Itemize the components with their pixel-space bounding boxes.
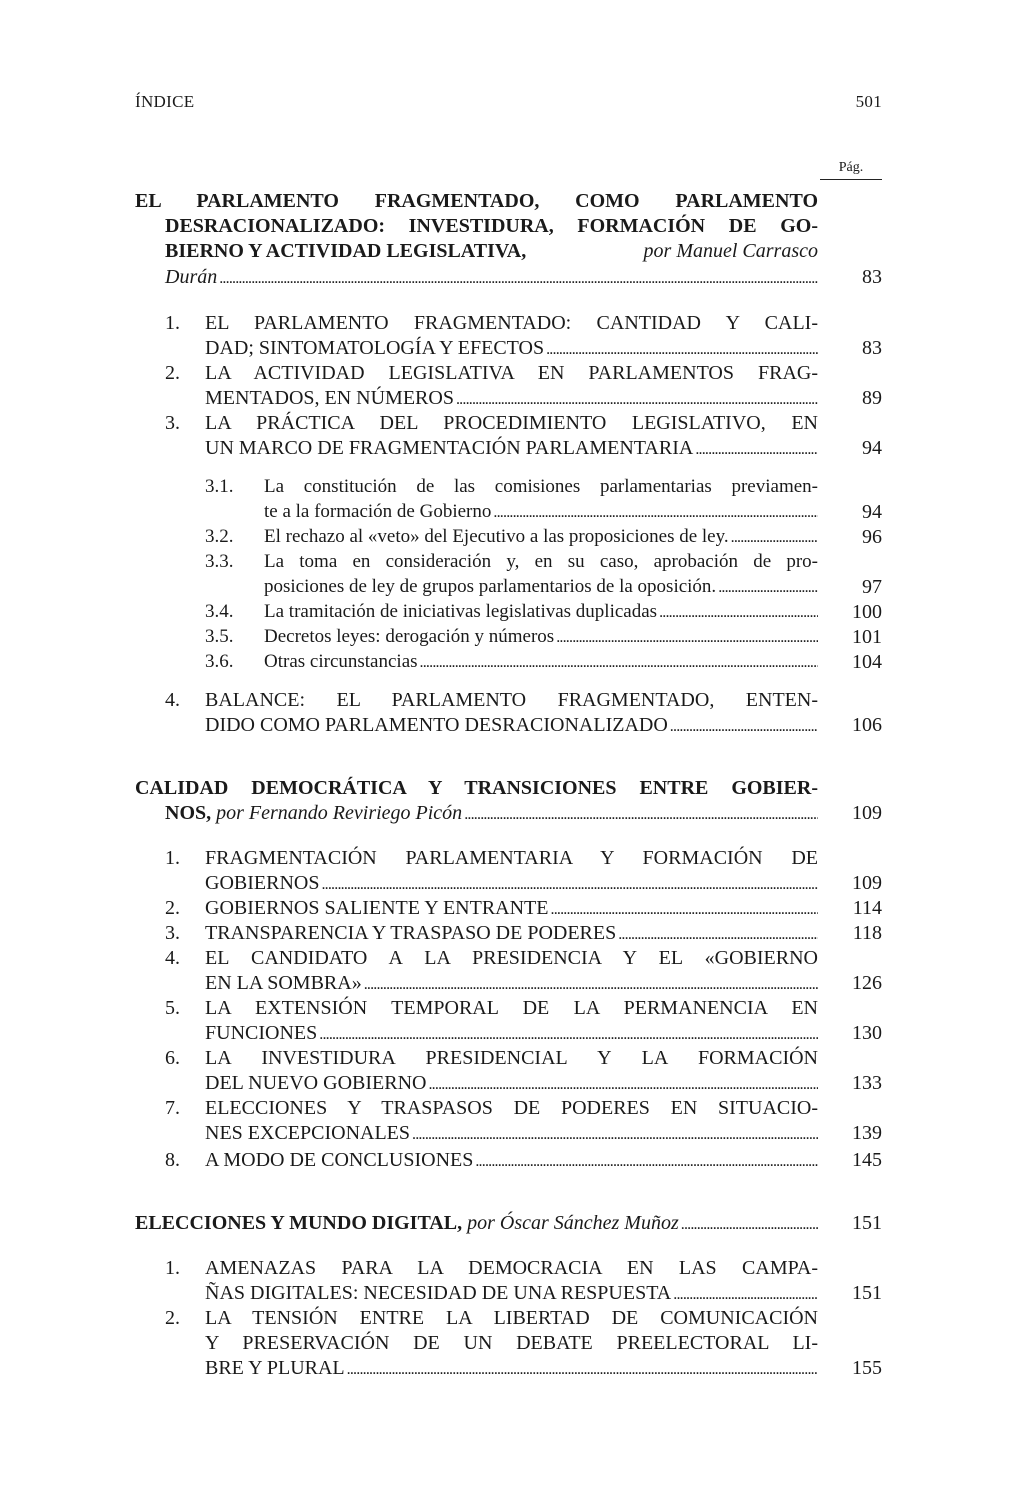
entry-text: EL CANDIDATO A LA PRESIDENCIA Y EL «GOBIERNO [205,947,818,969]
entry-page: 96 [862,526,882,548]
entry-page: 114 [852,897,882,919]
entry-text: te a la formación de Gobierno [264,501,492,522]
entry-line [205,1095,818,1121]
entry-line [205,385,818,411]
dot-leader [544,335,818,361]
entry-page: 94 [862,437,882,459]
entry-number: 4. [165,947,180,969]
entry-text: A MODO DE CONCLUSIONES [205,1149,474,1171]
entry-number: 8. [165,1149,180,1171]
entry-page: 97 [862,576,882,598]
section-1-author: por Manuel Carrasco [643,240,818,262]
dot-leader [491,499,818,525]
page-number: 501 [855,92,882,111]
entry-text: LA INVESTIDURA PRESIDENCIAL Y LA FORMACIÓN [205,1047,818,1069]
dot-leader [657,599,818,625]
section-3-page: 151 [852,1212,882,1234]
dot-leader [345,1355,818,1381]
dot-leader [668,712,818,738]
entry-line [264,474,818,500]
entry-line [205,687,818,713]
entry-number: 3.5. [205,626,234,647]
entry-number: 1. [165,312,180,334]
dot-leader [473,1147,818,1173]
section-3-title: ELECCIONES Y MUNDO DIGITAL, [135,1212,463,1234]
dot-leader [729,524,818,550]
dot-leader [616,920,818,946]
entry-line [205,1305,818,1331]
entry-line [205,410,818,436]
entry-text: Y PRESERVACIÓN DE UN DEBATE PREELECTORAL LI- [205,1332,818,1354]
entry-text: LA ACTIVIDAD LEGISLATIVA EN PARLAMENTOS FRAG- [205,362,818,384]
entry-line [205,970,818,996]
entry-page: 151 [852,1282,882,1304]
entry-page: 101 [852,626,882,648]
entry-text: ÑAS DIGITALES: NECESIDAD DE UNA RESPUESTA [205,1282,672,1304]
section-2-title-line-1: CALIDAD DEMOCRÁTICA Y TRANSICIONES ENTRE GOBIER- [135,777,818,799]
entry-text: TRANSPARENCIA Y TRASPASO DE PODERES [205,922,617,944]
entry-page: 89 [862,387,882,409]
entry-number: 3.3. [205,551,234,572]
entry-text: La tramitación de iniciativas legislativas duplicadas [264,601,658,622]
entry-line [205,1147,818,1173]
entry-number: 7. [165,1097,180,1119]
section-1-author-surname: Durán [165,266,218,288]
entry-text: MENTADOS, EN NÚMEROS [205,387,454,409]
entry-number: 3.1. [205,476,234,497]
entry-number: 2. [165,1307,180,1329]
entry-text: LA TENSIÓN ENTRE LA LIBERTAD DE COMUNICACIÓN [205,1307,818,1329]
dot-leader [549,895,819,921]
entry-text: LA EXTENSIÓN TEMPORAL DE LA PERMANENCIA EN [205,997,818,1019]
section-2-page: 109 [852,802,882,824]
entry-text: Decretos leyes: derogación y números [264,626,555,647]
entry-number: 3.4. [205,601,234,622]
section-2-title-line-2: NOS, [165,802,212,824]
entry-line [205,360,818,386]
entry-number: 3. [165,412,180,434]
entry-line [264,649,818,675]
entry-page: 104 [852,651,882,673]
entry-number: 5. [165,997,180,1019]
entry-page: 106 [852,714,882,736]
entry-page: 133 [852,1072,882,1094]
entry-line [205,1355,818,1381]
entry-text: Otras circunstancias [264,651,418,672]
entry-page: 139 [852,1122,882,1144]
dot-leader [693,435,818,461]
entry-page: 145 [852,1149,882,1171]
entry-page: 100 [852,601,882,623]
entry-text: DAD; SINTOMATOLOGÍA Y EFECTOS [205,337,545,359]
section-1-title-line-2: DESRACIONALIZADO: INVESTIDURA, FORMACIÓN DE GO- [165,215,818,237]
entry-number: 3.6. [205,651,234,672]
section-1-page: 83 [862,266,882,288]
dot-leader [410,1120,818,1146]
entry-page: 118 [852,922,882,944]
entry-line [205,712,818,738]
entry-line [205,845,818,871]
entry-line [205,1255,818,1281]
entry-text: BRE Y PLURAL [205,1357,345,1379]
entry-line [205,1120,818,1146]
entry-line [264,624,818,650]
dot-leader [671,1280,818,1306]
entry-number: 1. [165,847,180,869]
entry-line [205,995,818,1021]
dot-leader [319,870,818,896]
entry-text: posiciones de ley de grupos parlamentarios de la oposición. [264,576,717,597]
dot-leader [554,624,818,650]
entry-number: 3.2. [205,526,234,547]
running-header-title: ÍNDICE [135,92,195,111]
entry-text: El rechazo al «veto» del Ejecutivo a las proposiciones de ley. [264,526,729,547]
dot-leader [426,1070,818,1096]
entry-text: BALANCE: EL PARLAMENTO FRAGMENTADO, ENTEN- [205,689,818,711]
entry-page: 83 [862,337,882,359]
entry-page: 94 [862,501,882,523]
entry-text: La constitución de las comisiones parlamentarias previamen- [264,476,818,497]
entry-line [205,870,818,896]
section-2-author: por Fernando Reviriego Picón [216,802,463,824]
entry-number: 4. [165,689,180,711]
section-3-author: por Óscar Sánchez Muñoz [467,1212,679,1234]
entry-page: 155 [852,1357,882,1379]
entry-text: UN MARCO DE FRAGMENTACIÓN PARLAMENTARIA [205,437,694,459]
entry-text: AMENAZAS PARA LA DEMOCRACIA EN LAS CAMPA- [205,1257,818,1279]
entry-text: EN LA SOMBRA» [205,972,362,994]
entry-text: GOBIERNOS SALIENTE Y ENTRANTE [205,897,549,919]
entry-number: 2. [165,362,180,384]
entry-text: La toma en consideración y, en su caso, aprobación de pro- [264,551,818,572]
entry-line [205,435,818,461]
dot-leader [716,574,818,600]
entry-text: LA PRÁCTICA DEL PROCEDIMIENTO LEGISLATIVO, EN [205,412,818,434]
entry-text: FUNCIONES [205,1022,318,1044]
entry-line [264,574,818,600]
entry-number: 6. [165,1047,180,1069]
entry-text: ELECCIONES Y TRASPASOS DE PODERES EN SITUACIO- [205,1097,818,1119]
entry-line [264,599,818,625]
entry-line [205,310,818,336]
entry-line [205,1020,818,1046]
entry-number: 3. [165,922,180,944]
entry-text: NES EXCEPCIONALES [205,1122,411,1144]
section-1-title-line-1: EL PARLAMENTO FRAGMENTADO, COMO PARLAMENTO [135,190,818,212]
entry-text: DIDO COMO PARLAMENTO DESRACIONALIZADO [205,714,668,736]
entry-page: 126 [852,972,882,994]
entry-number: 1. [165,1257,180,1279]
entry-line [205,920,818,946]
dot-leader [418,649,818,675]
entry-line [205,1045,818,1071]
page-column-label: Pág. [820,160,882,180]
entry-page: 130 [852,1022,882,1044]
entry-line [205,895,818,921]
entry-line [205,945,818,971]
entry-text: DEL NUEVO GOBIERNO [205,1072,427,1094]
entry-page: 109 [852,872,882,894]
entry-line [205,1280,818,1306]
dot-leader [362,970,818,996]
entry-line [205,1070,818,1096]
entry-line [264,524,818,550]
entry-text: FRAGMENTACIÓN PARLAMENTARIA Y FORMACIÓN DE [205,847,818,869]
dot-leader [317,1020,818,1046]
entry-text: GOBIERNOS [205,872,320,894]
entry-line [205,335,818,361]
entry-number: 2. [165,897,180,919]
entry-text: EL PARLAMENTO FRAGMENTADO: CANTIDAD Y CALI- [205,312,818,334]
dot-leader [454,385,818,411]
entry-line [264,499,818,525]
entry-line [205,1330,818,1356]
entry-line [264,549,818,575]
section-1-title-line-3: BIERNO Y ACTIVIDAD LEGISLATIVA, [165,240,527,262]
